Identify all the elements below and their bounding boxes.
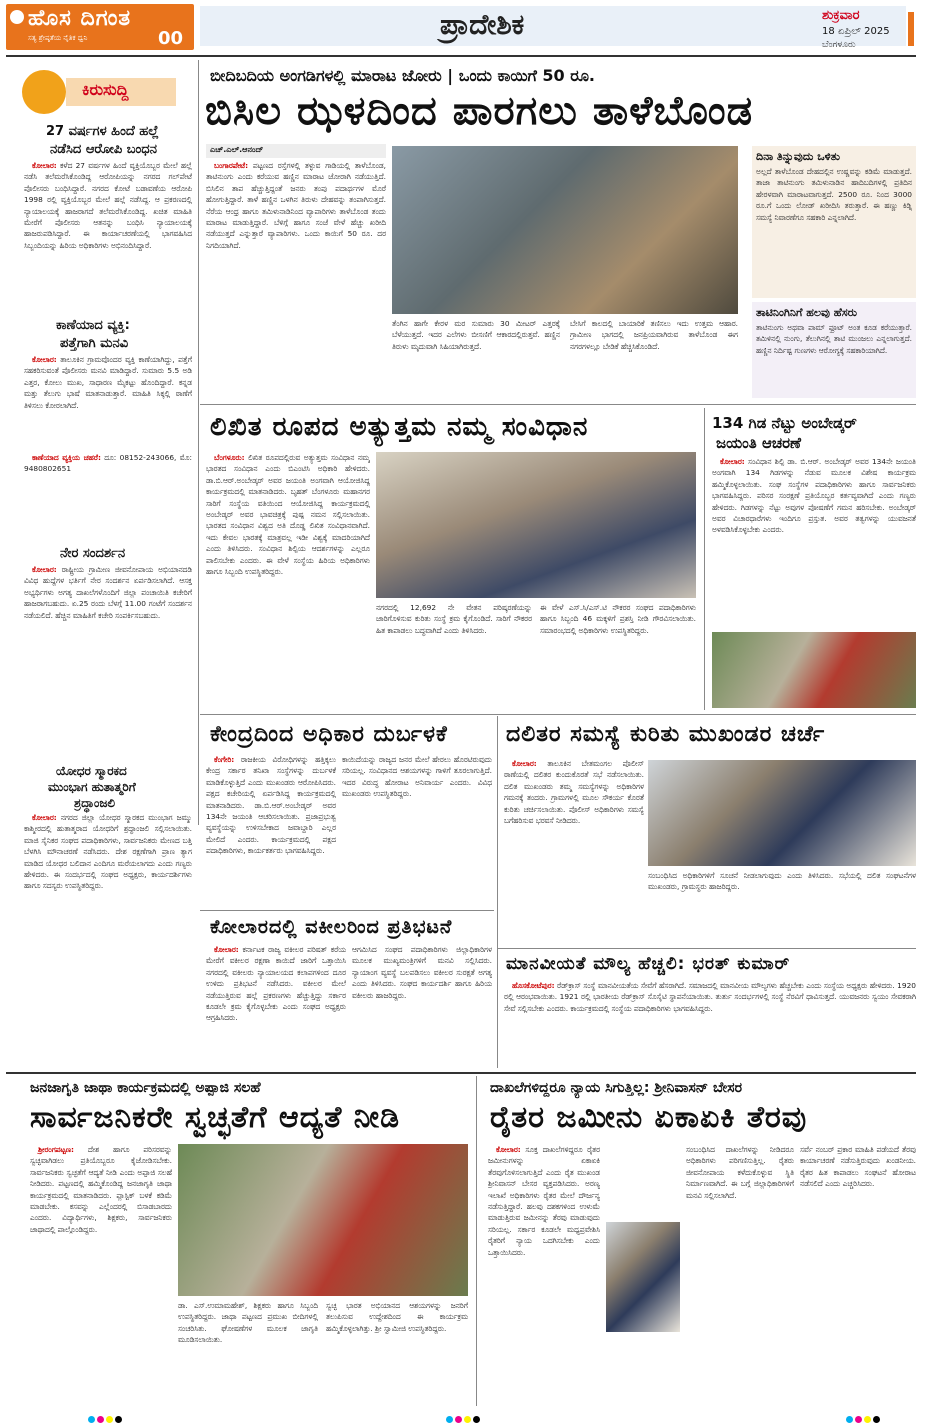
column-rule [476, 1076, 477, 1406]
farmers-kicker: ದಾಖಲೆಗಳಿದ್ದರೂ ನ್ಯಾಯ ಸಿಗುತ್ತಿಲ್ಲ: ಶ್ರೀನಿವಾಸನ್ ಬೇಸರ [490, 1080, 743, 1096]
section-rule [498, 948, 916, 949]
constitution-body [206, 452, 370, 708]
brief2-contact: ಕಾಣೆಯಾದ ವ್ಯಕ್ತಿಯ ಚಹರೆ: ದೂ: 08152-243066, ಮೊ: 9480802651 [24, 453, 192, 474]
brief4-headline-1: ಯೋಧರ ಸ್ಮಾರಕದ [56, 764, 127, 778]
newspaper-name: ಹೊಸ ದಿಗಂತ [28, 6, 132, 31]
dalit-body-2: ಸಂಬಂಧಿಸಿದ ಅಧಿಕಾರಿಗಳಿಗೆ ಸೂಚನೆ ನೀಡಲಾಗುವುದು ಎಂದು ತಿಳಿಸಿದರು. ಸಭೆಯಲ್ಲಿ ದಲಿತ ಸಂಘಟನೆಗಳ ಮುಖಂಡರು, ಗ್ರಾಮಸ್ಥರು ಹಾಜರಿದ್ದರು. [648, 871, 916, 892]
section-rule [200, 404, 916, 405]
brief2-headline-2: ಪತ್ತೆಗಾಗಿ ಮನವಿ [60, 336, 129, 351]
newspaper-tagline: ಸತ್ಯ ಶ್ರೇಷ್ಠತೆಯ ನೈತಿಕ ಧ್ವನಿ [28, 34, 88, 42]
humanity-text: ರೆಡ್‌ಕ್ರಾಸ್ ಸಂಸ್ಥೆ ಮಾನವೀಯತೆಯ ಸೇವೆಗೆ ಹೆಸರಾಗಿದೆ. ಸಮಾಜದಲ್ಲಿ ಮಾನವೀಯ ಮೌಲ್ಯಗಳು ಹೆಚ್ಚಬೇಕು ಎಂದು ಸಂಸ್ಥೆಯ ಅಧ್ಯಕ್ಷರು ಹೇಳಿದರು. 1920 ರಲ್ಲಿ ಆರಂಭವಾಯಿತು. 1921 ರಲ್ಲಿ ಭಾರತೀಯ ರೆಡ್‌ಕ್ರಾಸ್ ಸೊಸೈಟಿ ಸ್ಥಾಪನೆಯಾಯಿತು. ತುರ್ತು ಸಂದರ್ಭಗಳಲ್ಲಿ ಸಂಸ್ಥೆ ನೆರವಿಗೆ ಧಾವಿಸುತ್ತದೆ. ಯುವಜನರು ಸ್ವಯಂ ಸೇವಕರಾಗಿ ಸೇವೆ ಸಲ್ಲಿಸಬೇಕು ಎಂದರು. ಕಾರ್ಯಕ್ರಮದಲ್ಲಿ ಸಂಸ್ಥೆಯ ಪದಾಧಿಕಾರಿಗಳು ಭಾಗವಹಿಸಿದ್ದರು. [504, 981, 916, 1013]
brief4-text: ನಗರದ ಜಿಲ್ಲಾ ಯೋಧರ ಸ್ಮಾರಕದ ಮುಂಭಾಗ ಜಮ್ಮು ಕಾಶ್ಮೀರದಲ್ಲಿ ಹುತಾತ್ಮರಾದ ಯೋಧರಿಗೆ ಶ್ರದ್ಧಾಂಜಲಿ ಸಲ್ಲಿಸಲಾಯಿತು. ಮಾಜಿ ಸೈನಿಕರ ಸಂಘದ ಪದಾಧಿಕಾರಿಗಳು, ಸಾರ್ವಜನಿಕರು ಮೇಣದ ಬತ್ತಿ ಬೆಳಗಿಸಿ ಮೌನಾಚರಣೆ ನಡೆಸಿದರು. ದೇಶ ರಕ್ಷಣೆಗಾಗಿ ಪ್ರಾಣ ತ್ಯಾಗ ಮಾಡಿದ ಯೋಧರ ಬಲಿದಾನ ಎಂದಿಗೂ ಮರೆಯಲಾಗದು ಎಂದು ಗಣ್ಯರು ಹೇಳಿದರು. ಈ ಸಂದರ್ಭದಲ್ಲಿ ಸಂಘದ ಅಧ್ಯಕ್ಷರು, ಕಾರ್ಯದರ್ಶಿಗಳು ಹಾಗೂ ಸದಸ್ಯರು ಉಪಸ್ಥಿತರಿದ್ದರು. [24, 813, 192, 891]
logo-emblem-icon [10, 10, 24, 24]
brief4-headline-3: ಶ್ರದ್ಧಾಂಜಲಿ [74, 796, 116, 810]
brief3-dateline: ಕೋಲಾರ: [32, 565, 57, 574]
section-rule [200, 910, 494, 911]
constitution-dateline: ಬೆಂಗಳೂರು: [214, 453, 245, 462]
power-body [206, 754, 336, 906]
hand-icon [22, 70, 66, 114]
lead-body-2: ತೆಂಗಿನ ಹಾಗೇ ಕೇರಳ ಮರ ಸುಮಾರು 30 ಮೀಟರ್ ಎತ್ತರಕ್ಕೆ ಬೆಳೆಯುತ್ತದೆ. ಇದರ ಎಲೆಗಳು ಬೀಸಣಿಗೆ ಆಕಾರದಲ್ಲಿರುತ್ತವೆ. ಹಣ್ಣಿನ ತಿರುಳು ಮೃದುವಾಗಿ ಸಿಹಿಯಾಗಿರುತ್ತದೆ. [392, 319, 560, 351]
column-rule [704, 408, 705, 710]
brief2-dateline: ಕೋಲಾರ: [32, 355, 57, 364]
power-headline: ಕೇಂದ್ರದಿಂದ ಅಧಿಕಾರ ದುರ್ಬಳಕೆ [210, 722, 448, 747]
brief3-body [24, 564, 192, 750]
lawyers-headline: ಕೋಲಾರದಲ್ಲಿ ವಕೀಲರಿಂದ ಪ್ರತಿಭಟನೆ [210, 916, 453, 938]
brief4-dateline: ಕೋಲಾರ: [32, 813, 57, 822]
column-rule [497, 716, 498, 1068]
lawyers-dateline: ಕೋಲಾರ: [214, 945, 239, 954]
section-band [200, 6, 906, 46]
lead-dateline: ಬಂಗಾರಪೇಟೆ: [214, 161, 249, 170]
lawyers-body [206, 944, 346, 1064]
cleanliness-body-2: ಡಾ. ಎಸ್.ಉಮಾಮಹೇಶ್, ಶಿಕ್ಷಕರು ಹಾಗೂ ಸಿಬ್ಬಂದಿ ಉಪಸ್ಥಿತರಿದ್ದರು. ಜಾಥಾ ಪಟ್ಟಣದ ಪ್ರಮುಖ ಬೀದಿಗಳಲ್ಲಿ ಸಂಚರಿಸಿತು. ಘೋಷಣೆಗಳ ಮೂಲಕ ಜಾಗೃತಿ ಮೂಡಿಸಲಾಯಿತು. [178, 1301, 318, 1345]
jayanti-photo [712, 632, 916, 708]
brief1-body [24, 160, 192, 312]
column-rule [198, 60, 199, 825]
brief2-text: ತಾಲೂಕಿನ ಗ್ರಾಮವೊಂದರ ವ್ಯಕ್ತಿ ಕಾಣೆಯಾಗಿದ್ದು, ಪತ್ತೆಗೆ ಸಹಕರಿಸುವಂತೆ ಪೊಲೀಸರು ಮನವಿ ಮಾಡಿದ್ದಾರೆ. ಸುಮಾರು 5.5 ಅಡಿ ಎತ್ತರ, ಕೋಲು ಮುಖ, ಸಾಧಾರಣ ಮೈಕಟ್ಟು ಹೊಂದಿದ್ದಾರೆ. ಕನ್ನಡ ಮತ್ತು ತೆಲುಗು ಭಾಷೆ ಮಾತನಾಡುತ್ತಾರೆ. ಮಾಹಿತಿ ಸಿಕ್ಕಲ್ಲಿ ಠಾಣೆಗೆ ತಿಳಿಸಲು ಕೋರಲಾಗಿದೆ. [24, 355, 192, 410]
lead-sidebar-1-body: ಅಲ್ಲದೆ ತಾಳೆಬೊಂಡ ದೇಹದಲ್ಲಿನ ಉಷ್ಣವನ್ನು ಕಡಿಮೆ ಮಾಡುತ್ತದೆ. ತಾಜಾ ತಾಟಿನುಂಗು ತಮಿಳುನಾಡಿನ ಹಾದಿಬದಿಗಳಲ್ಲಿ ಪ್ರತಿದಿನ ಹೇರಳವಾಗಿ ಮಾರಾಟವಾಗುತ್ತದೆ. 2500 ರೂ. ನಿಂದ 3000 ರೂ.ಗೆ ಒಂದು ಲೋಡ್ ಖರೀದಿಸಿ ತರುತ್ತಾರೆ. ಈ ಹಣ್ಣು ಕಿಡ್ನಿ ಸಮಸ್ಯೆ ನಿವಾರಣೆಗೂ ಸಹಕಾರಿ ಎನ್ನಲಾಗಿದೆ. [756, 167, 912, 222]
humanity-body [504, 980, 916, 1066]
constitution-body-3: ಈ ವೇಳೆ ಎಸ್.ಸಿ/ಎಸ್.ಟಿ ನೌಕರರ ಸಂಘದ ಪದಾಧಿಕಾರಿಗಳು ಹಾಗೂ ಸಿಬ್ಬಂದಿ 46 ಮಕ್ಕಳಿಗೆ ಪ್ರಶಸ್ತಿ ನೀಡಿ ಗೌರವಿಸಲಾಯಿತು. ಸಮಾರಂಭದಲ್ಲಿ ಅಧಿಕಾರಿಗಳು ಉಪಸ್ಥಿತರಿದ್ದರು. [540, 603, 696, 635]
issue-day: ಶುಕ್ರವಾರ [822, 8, 860, 23]
lead-sidebar-2-title: ತಾಟಿನಿಂಗಿನಿಗೆ ಹಲವು ಹೆಸರು [756, 306, 858, 319]
constitution-body-2: ನಗರದಲ್ಲಿ 12,692 ನೇ ವೇತನ ಪರಿಷ್ಕರಣೆಯನ್ನು ಜಾರಿಗೊಳಿಸುವ ಕುರಿತು ಸಂಸ್ಥೆ ಕ್ರಮ ಕೈಗೊಂಡಿದೆ. ಸಾರಿಗೆ ನೌಕರರ ಹಿತ ಕಾಪಾಡಲು ಬದ್ಧವಾಗಿದೆ ಎಂದು ತಿಳಿಸಿದರು. [376, 603, 532, 635]
brief2-body [24, 354, 192, 452]
brief2-phone-1: 08152-243066 [119, 453, 175, 462]
dalit-dateline: ಕೋಲಾರ: [512, 759, 537, 768]
power-body-2: ಕಾಯಿದೆಯನ್ನು ರಾಜ್ಯದ ಜನರ ಮೇಲೆ ಹೇರಲು ಹೊರಟಿರುವುದು ಸರಿಯಲ್ಲ. ಸಂವಿಧಾನದ ಆಶಯಗಳನ್ನು ಗಾಳಿಗೆ ತೂರಲಾಗುತ್ತಿದೆ. ಇದರ ವಿರುದ್ಧ ಹೋರಾಟ ಅನಿವಾರ್ಯ ಎಂದರು. ವಿವಿಧ ಮುಖಂಡರು ಉಪಸ್ಥಿತರಿದ್ದರು. [342, 755, 492, 799]
humanity-dateline: ಹೊಸಕೋಟೆಪುರ: [512, 981, 555, 990]
cleanliness-dateline: ಶ್ರೀರಂಗಪಟ್ಟಣ: [38, 1145, 74, 1154]
brief1-dateline: ಕೋಲಾರ: [32, 161, 57, 170]
dalit-body [504, 758, 644, 904]
cleanliness-body [30, 1144, 172, 1406]
power-dateline: ಕೆಂಗೇರಿ: [214, 755, 235, 764]
jayanti-headline-2: ಜಯಂತಿ ಆಚರಣೆ [716, 434, 801, 452]
lead-headline: ಬಿಸಿಲ ಝಳದಿಂದ ಪಾರಗಲು ತಾಳೆಬೊಂಡ [205, 88, 754, 134]
kirusuddi-label: ಕಿರುಸುದ್ದಿ [82, 80, 129, 99]
cleanliness-headline: ಸಾರ್ವಜನಿಕರೇ ಸ್ವಚ್ಛತೆಗೆ ಆದ್ಯತೆ ನೀಡಿ [30, 1100, 400, 1135]
lawyers-text: ಕರ್ನಾಟಕ ರಾಜ್ಯ ವಕೀಲರ ಪರಿಷತ್ ಕರೆಯ ಮೇರೆಗೆ ವಕೀಲರ ರಕ್ಷಣಾ ಕಾಯಿದೆ ಜಾರಿಗೆ ಒತ್ತಾಯಿಸಿ ನಗರದಲ್ಲಿ ವಕೀಲರು ನ್ಯಾಯಾಲಯದ ಕಲಾಪಗಳಿಂದ ದೂರ ಉಳಿದು ಪ್ರತಿಭಟನೆ ನಡೆಸಿದರು. ವಕೀಲರ ಮೇಲೆ ನಡೆಯುತ್ತಿರುವ ಹಲ್ಲೆ ಪ್ರಕರಣಗಳು ಹೆಚ್ಚುತ್ತಿದ್ದು ಸರ್ಕಾರ ಕೂಡಲೇ ಕ್ರಮ ಕೈಗೊಳ್ಳಬೇಕು ಎಂದು ಸಂಘದ ಅಧ್ಯಕ್ಷರು ಆಗ್ರಹಿಸಿದರು. [206, 945, 346, 1023]
issue-date: 18 ಏಪ್ರಿಲ್ 2025 [822, 26, 890, 37]
dalit-headline: ದಲಿತರ ಸಮಸ್ಯೆ ಕುರಿತು ಮುಖಂಡರ ಚರ್ಚೆ [506, 722, 826, 747]
farmers-body [488, 1144, 600, 1406]
section-title: ಪ್ರಾದೇಶಿಕ [440, 8, 525, 41]
brief4-headline-2: ಮುಂಭಾಗ ಹುತಾತ್ಮರಿಗೆ [48, 780, 136, 794]
dalit-text: ತಾಲೂಕಿನ ಬೇತಮಂಗಲ ಪೊಲೀಸ್ ಠಾಣೆಯಲ್ಲಿ ದಲಿತರ ಕುಂದುಕೊರತೆ ಸಭೆ ನಡೆಸಲಾಯಿತು. ದಲಿತ ಮುಖಂಡರು ತಮ್ಮ ಸಮಸ್ಯೆಗಳನ್ನು ಅಧಿಕಾರಿಗಳ ಗಮನಕ್ಕೆ ತಂದರು. ಗ್ರಾಮಗಳಲ್ಲಿ ಮೂಲ ಸೌಕರ್ಯ ಕೊರತೆ ಕುರಿತು ಚರ್ಚಿಸಲಾಯಿತು. ಪೊಲೀಸ್ ಅಧಿಕಾರಿಗಳು ಸಮಸ್ಯೆ ಬಗೆಹರಿಸುವ ಭರವಸೆ ನೀಡಿದರು. [504, 759, 644, 826]
brief3-headline: ನೇರ ಸಂದರ್ಶನ [60, 546, 126, 561]
brief3-text: ರಾಷ್ಟ್ರೀಯ ಗ್ರಾಮೀಣ ಜೀವನೋಪಾಯ ಅಭಿಯಾನದಡಿ ವಿವಿಧ ಹುದ್ದೆಗಳ ಭರ್ತಿಗೆ ನೇರ ಸಂದರ್ಶನ ಏರ್ಪಡಿಸಲಾಗಿದೆ. ಆಸಕ್ತ ಅಭ್ಯರ್ಥಿಗಳು ಅಗತ್ಯ ದಾಖಲೆಗಳೊಂದಿಗೆ ಜಿಲ್ಲಾ ಪಂಚಾಯಿತಿ ಕಚೇರಿಗೆ ಹಾಜರಾಗಬಹುದು. ಏ.25 ರಂದು ಬೆಳಗ್ಗೆ 11.00 ಗಂಟೆಗೆ ಸಂದರ್ಶನ ನಡೆಯಲಿದೆ. ಹೆಚ್ಚಿನ ಮಾಹಿತಿಗೆ ಕಚೇರಿ ಸಂಪರ್ಕಿಸಬಹುದು. [24, 565, 192, 620]
farmers-dateline: ಕೋಲಾರ: [496, 1145, 521, 1154]
farmers-body-3: ಸರ್ವೆ ನಂಬರ್ ಪ್ರಕಾರ ಮಾಹಿತಿ ಪಡೆಯದೆ ತೆರವು ಕಾರ್ಯಾಚರಣೆ ನಡೆಸುತ್ತಿರುವುದು ಖಂಡನೀಯ. ರೈತರ ಹಿತ ಕಾಪಾಡಲು ಸಂಘಟನೆ ಹೋರಾಟ ನಡೆಸಲಿದೆ ಎಂದು ಎಚ್ಚರಿಸಿದರು. [800, 1145, 916, 1189]
brief1-text: ಕಳೆದ 27 ವರ್ಷಗಳ ಹಿಂದೆ ವ್ಯಕ್ತಿಯೊಬ್ಬರ ಮೇಲೆ ಹಲ್ಲೆ ನಡೆಸಿ ತಲೆಮರೆಸಿಕೊಂಡಿದ್ದ ಆರೋಪಿಯನ್ನು ನಗರದ ಗಲ್‌ಪೇಟೆ ಪೊಲೀಸರು ಬಂಧಿಸಿದ್ದಾರೆ. ನಗರದ ಕೋಟೆ ಬಡಾವಣೆಯ ಆರೋಪಿ 1998 ರಲ್ಲಿ ವ್ಯಕ್ತಿಯೊಬ್ಬರ ಮೇಲೆ ಹಲ್ಲೆ ನಡೆಸಿದ್ದ. ಆ ಪ್ರಕರಣದಲ್ಲಿ ನ್ಯಾಯಾಲಯಕ್ಕೆ ಹಾಜರಾಗದೆ ತಲೆಮರೆಸಿಕೊಂಡಿದ್ದ. ಖಚಿತ ಮಾಹಿತಿ ಮೇರೆಗೆ ಪೊಲೀಸರು ಆತನನ್ನು ಬಂಧಿಸಿ ನ್ಯಾಯಾಲಯಕ್ಕೆ ಹಾಜರುಪಡಿಸಿದ್ದಾರೆ. ಈ ಕಾರ್ಯಾಚರಣೆಯಲ್ಲಿ ಭಾಗವಹಿಸಿದ ಸಿಬ್ಬಂದಿಯನ್ನು ಹಿರಿಯ ಅಧಿಕಾರಿಗಳು ಅಭಿನಂದಿಸಿದ್ದಾರೆ. [24, 161, 192, 250]
edition-number: 00 [158, 28, 184, 49]
constitution-text: ಲಿಖಿತ ರೂಪದಲ್ಲಿರುವ ಅತ್ಯುತ್ತಮ ಸಂವಿಧಾನ ನಮ್ಮ ಭಾರತದ ಸಂವಿಧಾನ ಎಂದು ಬಿಎಂಟಿಸಿ ಅಧಿಕಾರಿ ಹೇಳಿದರು. ಡಾ.ಬಿ.ಆರ್.ಅಂಬೇಡ್ಕರ್ ಅವರ ಜಯಂತಿ ಅಂಗವಾಗಿ ಆಯೋಜಿಸಿದ್ದ ಕಾರ್ಯಕ್ರಮದಲ್ಲಿ ಮಾತನಾಡಿದರು. ಬೃಹತ್ ಬೆಂಗಳೂರು ಮಹಾನಗರ ಸಾರಿಗೆ ಸಂಸ್ಥೆಯ ವತಿಯಿಂದ ಆಯೋಜಿಸಿದ್ದ ಕಾರ್ಯಕ್ರಮದಲ್ಲಿ ಅಂಬೇಡ್ಕರ್ ಅವರ ಭಾವಚಿತ್ರಕ್ಕೆ ಪುಷ್ಪ ನಮನ ಸಲ್ಲಿಸಲಾಯಿತು. ಭಾರತದ ಸಂವಿಧಾನ ವಿಶ್ವದ ಅತಿ ದೊಡ್ಡ ಲಿಖಿತ ಸಂವಿಧಾನವಾಗಿದೆ. ಇದು ಕೇವಲ ಭಾರತಕ್ಕೆ ಮಾತ್ರವಲ್ಲ ಇಡೀ ವಿಶ್ವಕ್ಕೆ ಮಾದರಿಯಾಗಿದೆ ಎಂದು ತಿಳಿಸಿದರು. ಸಂವಿಧಾನ ಶಿಲ್ಪಿಯ ಆದರ್ಶಗಳನ್ನು ಎಲ್ಲರೂ ಪಾಲಿಸಬೇಕು ಎಂದರು. ಈ ವೇಳೆ ಸಂಸ್ಥೆಯ ಹಿರಿಯ ಅಧಿಕಾರಿಗಳು ಹಾಗೂ ಸಿಬ್ಬಂದಿ ಉಪಸ್ಥಿತರಿದ್ದರು. [206, 453, 370, 577]
farmers-headline: ರೈತರ ಜಮೀನು ಏಕಾಏಕಿ ತೆರವು [490, 1100, 808, 1135]
brief1-headline-2: ನಡೆಸಿದ ಆರೋಪಿ ಬಂಧನ [50, 142, 157, 157]
brief2-headline-1: ಕಾಣೆಯಾದ ವ್ಯಕ್ತಿ: [56, 318, 130, 333]
lead-body-3: ಬೇಸಿಗೆ ಕಾಲದಲ್ಲಿ ಬಾಯಾರಿಕೆ ತಣಿಸಲು ಇದು ಉತ್ತಮ ಆಹಾರ. ಗ್ರಾಮೀಣ ಭಾಗದಲ್ಲಿ ಜನಪ್ರಿಯವಾಗಿರುವ ತಾಳೆಬೊಂಡ ಈಗ ನಗರಗಳಲ್ಲೂ ಬೇಡಿಕೆ ಹೆಚ್ಚಿಸಿಕೊಂಡಿದೆ. [570, 319, 738, 351]
constitution-headline: ಲಿಖಿತ ರೂಪದ ಅತ್ಯುತ್ತಮ ನಮ್ಮ ಸಂವಿಧಾನ [210, 412, 589, 442]
lead-body [206, 160, 386, 398]
section-rule [6, 1072, 916, 1074]
brief1-headline-1: 27 ವರ್ಷಗಳ ಹಿಂದೆ ಹಲ್ಲೆ [46, 124, 159, 139]
cleanliness-kicker: ಜನಜಾಗೃತಿ ಜಾಥಾ ಕಾರ್ಯಕ್ರಮದಲ್ಲಿ ಅಪ್ಪಾಜಿ ಸಲಹೆ [30, 1080, 261, 1096]
lead-photo [392, 146, 738, 314]
lawyers-body-2: ಆಗಮಿಸಿದ ಸಂಘದ ಪದಾಧಿಕಾರಿಗಳು ಜಿಲ್ಲಾಧಿಕಾರಿಗಳ ಮೂಲಕ ಮುಖ್ಯಮಂತ್ರಿಗಳಿಗೆ ಮನವಿ ಸಲ್ಲಿಸಿದರು. ನ್ಯಾಯಾಂಗ ವ್ಯವಸ್ಥೆ ಬಲಪಡಿಸಲು ವಕೀಲರ ಸುರಕ್ಷತೆ ಅಗತ್ಯ ಎಂದು ತಿಳಿಸಿದರು. ಸಂಘದ ಕಾರ್ಯದರ್ಶಿ ಹಾಗೂ ಹಿರಿಯ ವಕೀಲರು ಹಾಜರಿದ್ದರು. [352, 945, 492, 1000]
jayanti-headline-1: 134 ಗಿಡ ನೆಟ್ಟು ಅಂಬೇಡ್ಕರ್ [712, 414, 857, 432]
section-accent-bar [908, 12, 914, 46]
farmers-portrait [606, 1222, 680, 1332]
jayanti-text: ಸಂವಿಧಾನ ಶಿಲ್ಪಿ ಡಾ. ಬಿ.ಆರ್. ಅಂಬೇಡ್ಕರ್ ಅವರ 134ನೇ ಜಯಂತಿ ಅಂಗವಾಗಿ 134 ಗಿಡಗಳನ್ನು ನೆಡುವ ಮೂಲಕ ವಿಶೇಷ ಕಾರ್ಯಕ್ರಮ ಹಮ್ಮಿಕೊಳ್ಳಲಾಯಿತು. ಸಂಘ ಸಂಸ್ಥೆಗಳ ಪದಾಧಿಕಾರಿಗಳು ಹಾಗೂ ಸಾರ್ವಜನಿಕರು ಭಾಗವಹಿಸಿದ್ದರು. ಪರಿಸರ ಸಂರಕ್ಷಣೆ ಪ್ರತಿಯೊಬ್ಬರ ಕರ್ತವ್ಯವಾಗಿದೆ ಎಂದು ಗಣ್ಯರು ಹೇಳಿದರು. ಗಿಡಗಳನ್ನು ನೆಟ್ಟು ಅವುಗಳ ಪೋಷಣೆಗೆ ಗಮನ ಹರಿಸಬೇಕು. ಅಂಬೇಡ್ಕರ್ ಅವರ ವಿಚಾರಧಾರೆಗಳು ಇಂದಿಗೂ ಪ್ರಸ್ತುತ. ಅವರ ತತ್ವಗಳನ್ನು ಯುವಜನತೆ ಅಳವಡಿಸಿಕೊಳ್ಳಬೇಕು ಎಂದರು. [712, 457, 916, 535]
jayanti-body [712, 456, 916, 628]
jayanti-dateline: ಕೋಲಾರ: [720, 457, 745, 466]
farmers-body-2: ಸಂಬಂಧಿಸಿದ ದಾಖಲೆಗಳನ್ನು ನೀಡಿದರೂ ಅಧಿಕಾರಿಗಳು ಪರಿಗಣಿಸುತ್ತಿಲ್ಲ. ರೈತರು ಜೀವನೋಪಾಯ ಕಳೆದುಕೊಳ್ಳುವ ಸ್ಥಿತಿ ನಿರ್ಮಾಣವಾಗಿದೆ. ಈ ಬಗ್ಗೆ ಜಿಲ್ಲಾಧಿಕಾರಿಗಳಿಗೆ ಮನವಿ ಸಲ್ಲಿಸಲಾಗಿದೆ. [686, 1145, 794, 1200]
constitution-photo [376, 452, 696, 598]
cleanliness-body-3: ಸ್ವಚ್ಛ ಭಾರತ ಅಭಿಯಾನದ ಆಶಯಗಳನ್ನು ಜನರಿಗೆ ತಲುಪಿಸುವ ಉದ್ದೇಶದಿಂದ ಈ ಕಾರ್ಯಕ್ರಮ ಹಮ್ಮಿಕೊಳ್ಳಲಾಗಿತ್ತು. ಶ್ರೀ ಸ್ವಾಮೀಜಿ ಉಪಸ್ಥಿತರಿದ್ದರು. [326, 1301, 468, 1333]
brief2-phone-2: 9480802651 [24, 464, 72, 474]
lead-sidebar-1-title: ದಿನಾ ತಿನ್ನುವುದು ಒಳಿತು [756, 150, 840, 163]
lead-byline: ಎಚ್.ಎಲ್.ಆನಂದ್ [210, 145, 264, 154]
lead-sidebar-2-body: ತಾಟಿನುಂಗು ಅಥವಾ ಪಾಮ್ ಫ್ರೂಟ್ ಅಂತ ಕೂಡ ಕರೆಯುತ್ತಾರೆ. ತಮಿಳಿನಲ್ಲಿ ನುಂಗು, ತೆಲುಗಿನಲ್ಲಿ ತಾಟಿ ಮುಂಜಲು ಎನ್ನಲಾಗುತ್ತದೆ. ಹಣ್ಣಿನ ನಿರ್ದಿಷ್ಟ ಗುಣಗಳು ಆರೋಗ್ಯಕ್ಕೆ ಸಹಕಾರಿಯಾಗಿದೆ. [756, 323, 912, 355]
brief2-contact-label: ಕಾಣೆಯಾದ ವ್ಯಕ್ತಿಯ ಚಹರೆ: [32, 453, 101, 462]
issue-place: ಬೆಂಗಳೂರು [822, 40, 856, 50]
cleanliness-text: ದೇಶ ಹಾಗೂ ಪರಿಸರವನ್ನು ಸ್ವಚ್ಛವಾಗಿಡಲು ಪ್ರತಿಯೊಬ್ಬರೂ ಕೈಜೋಡಿಸಬೇಕು. ಸಾರ್ವಜನಿಕರು ಸ್ವಚ್ಛತೆಗೆ ಆದ್ಯತೆ ನೀಡಿ ಎಂದು ಅಪ್ಪಾಜಿ ಸಲಹೆ ನೀಡಿದರು. ಪಟ್ಟಣದಲ್ಲಿ ಹಮ್ಮಿಕೊಂಡಿದ್ದ ಜನಜಾಗೃತಿ ಜಾಥಾ ಕಾರ್ಯಕ್ರಮದಲ್ಲಿ ಮಾತನಾಡಿದರು. ಪ್ಲಾಸ್ಟಿಕ್ ಬಳಕೆ ಕಡಿಮೆ ಮಾಡಬೇಕು. ಕಸವನ್ನು ಎಲ್ಲೆಂದರಲ್ಲಿ ಬಿಸಾಡಬಾರದು ಎಂದರು. ವಿದ್ಯಾರ್ಥಿಗಳು, ಶಿಕ್ಷಕರು, ಸಾರ್ವಜನಿಕರು ಜಾಥಾದಲ್ಲಿ ಪಾಲ್ಗೊಂಡಿದ್ದರು. [30, 1145, 172, 1234]
power-text: ರಾಜಕೀಯ ವಿರೋಧಿಗಳನ್ನು ಹತ್ತಿಕ್ಕಲು ಕೇಂದ್ರ ಸರ್ಕಾರ ತನಿಖಾ ಸಂಸ್ಥೆಗಳನ್ನು ದುರ್ಬಳಕೆ ಮಾಡಿಕೊಳ್ಳುತ್ತಿದೆ ಎಂದು ಮುಖಂಡರು ಆರೋಪಿಸಿದರು. ಪಕ್ಷದ ಕಚೇರಿಯಲ್ಲಿ ಏರ್ಪಡಿಸಿದ್ದ ಕಾರ್ಯಕ್ರಮದಲ್ಲಿ ಮಾತನಾಡಿದರು. ಡಾ.ಬಿ.ಆರ್.ಅಂಬೇಡ್ಕರ್ ಅವರ 134ನೇ ಜಯಂತಿ ಆಚರಿಸಲಾಯಿತು. ಪ್ರಜಾಪ್ರಭುತ್ವ ವ್ಯವಸ್ಥೆಯನ್ನು ಉಳಿಸಬೇಕಾದ ಜವಾಬ್ದಾರಿ ಎಲ್ಲರ ಮೇಲಿದೆ ಎಂದರು. ಕಾರ್ಯಕ್ರಮದಲ್ಲಿ ಪಕ್ಷದ ಪದಾಧಿಕಾರಿಗಳು, ಕಾರ್ಯಕರ್ತರು ಭಾಗವಹಿಸಿದ್ದರು. [206, 755, 336, 856]
lead-text: ಪಟ್ಟಣದ ರಸ್ತೆಗಳಲ್ಲಿ ತಳ್ಳುವ ಗಾಡಿಯಲ್ಲಿ ತಾಳೆಬೊಂಡ, ತಾಟಿನುಂಗು ಎಂದು ಕರೆಯುವ ಹಣ್ಣಿನ ಮಾರಾಟ ಜೋರಾಗಿ ನಡೆಯುತ್ತಿದೆ. ಬಿಸಿಲಿನ ತಾಪ ಹೆಚ್ಚುತ್ತಿದ್ದಂತೆ ಜನರು ತಂಪು ಪದಾರ್ಥಗಳ ಮೊರೆ ಹೋಗುತ್ತಿದ್ದಾರೆ. ತಾಳೆ ಹಣ್ಣಿನ ಒಳಗಿನ ತಿರುಳು ದೇಹವನ್ನು ತಂಪಾಗಿಸುತ್ತದೆ. ನೆರೆಯ ಆಂಧ್ರ ಹಾಗೂ ತಮಿಳುನಾಡಿನಿಂದ ವ್ಯಾಪಾರಿಗಳು ತಾಳೆಬೊಂಡ ತಂದು ಮಾರಾಟ ಮಾಡುತ್ತಿದ್ದಾರೆ. ಬೆಳಿಗ್ಗೆ ಹಾಗೂ ಸಂಜೆ ವೇಳೆ ಹೆಚ್ಚು ಖರೀದಿ ನಡೆಯುತ್ತದೆ ಎನ್ನುತ್ತಾರೆ ವ್ಯಾಪಾರಿಗಳು. ಒಂದು ಕಾಯಿಗೆ 50 ರೂ. ದರ ನಿಗದಿಯಾಗಿದೆ. [206, 161, 386, 250]
dalit-photo [648, 760, 916, 866]
farmers-text: ಸೂಕ್ತ ದಾಖಲೆಗಳಿದ್ದರೂ ರೈತರ ಜಮೀನುಗಳನ್ನು ಏಕಾಏಕಿ ತೆರವುಗೊಳಿಸಲಾಗುತ್ತಿದೆ ಎಂದು ರೈತ ಮುಖಂಡ ಶ್ರೀನಿವಾಸನ್ ಬೇಸರ ವ್ಯಕ್ತಪಡಿಸಿದರು. ಅರಣ್ಯ ಇಲಾಖೆ ಅಧಿಕಾರಿಗಳು ರೈತರ ಮೇಲೆ ದೌರ್ಜನ್ಯ ನಡೆಸುತ್ತಿದ್ದಾರೆ. ಹಲವು ದಶಕಗಳಿಂದ ಉಳುಮೆ ಮಾಡುತ್ತಿರುವ ಜಮೀನನ್ನು ತೆರವು ಮಾಡುವುದು ಸರಿಯಲ್ಲ. ಸರ್ಕಾರ ಕೂಡಲೇ ಮಧ್ಯಪ್ರವೇಶಿಸಿ ರೈತರಿಗೆ ನ್ಯಾಯ ಒದಗಿಸಬೇಕು ಎಂದು ಒತ್ತಾಯಿಸಿದರು. [488, 1145, 600, 1257]
cleanliness-photo [178, 1144, 468, 1296]
humanity-headline: ಮಾನವೀಯತೆ ಮೌಲ್ಯ ಹೆಚ್ಚಲಿ: ಭರತ್ ಕುಮಾರ್ [506, 954, 791, 974]
section-rule [200, 714, 916, 715]
masthead-rule [6, 55, 916, 57]
lead-kicker: ಬೀದಿಬದಿಯ ಅಂಗಡಿಗಳಲ್ಲಿ ಮಾರಾಟ ಜೋರು | ಒಂದು ಕಾಯಿಗೆ 50 ರೂ. [210, 66, 596, 85]
brief4-body [24, 812, 192, 994]
